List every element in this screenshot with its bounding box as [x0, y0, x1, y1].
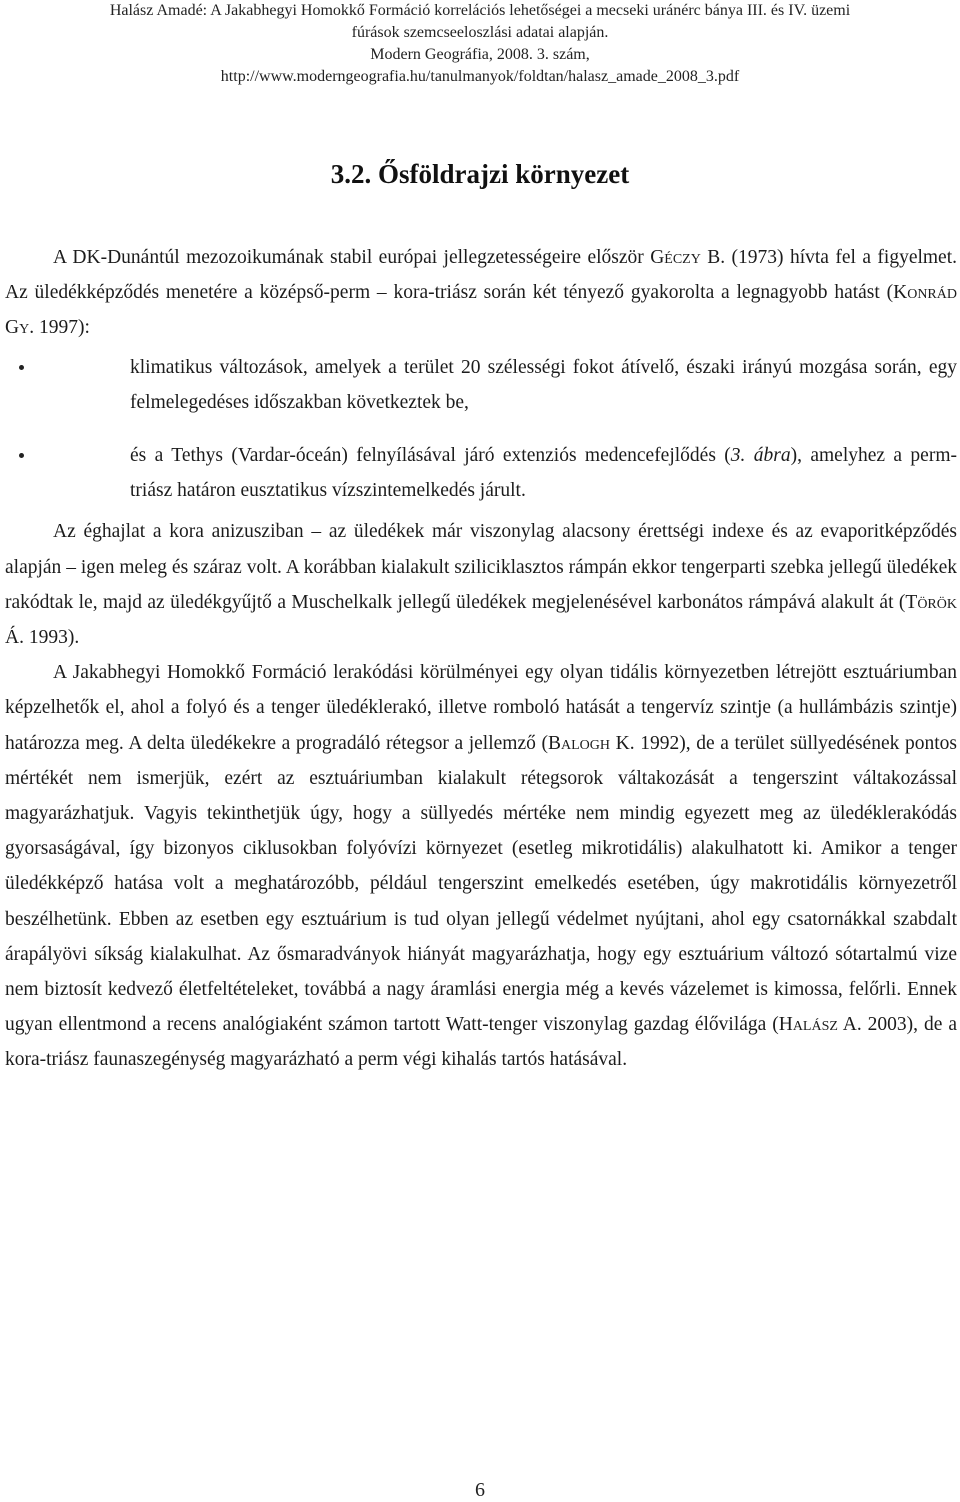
- paragraph-text: A Jakabhegyi Homokkő Formáció lerakódási körülményei egy olyan tidális környezetben létrejött esztuáriumban képzelhetők el, ahol a folyó és a tenger üledéklerakó, illetve romboló hatását a tengervíz szintje (a hullámbázis szintje) határozza meg. A delta üledékekre a progradáló rétegsor a jellemző (: [5, 662, 957, 754]
- header-line-journal: Modern Geográfia, 2008. 3. szám,: [370, 46, 590, 63]
- paragraph-text: 1992), de a terület süllyedésének pontos mértékét nem ismerjük, ezért az esztuáriumban kialakult rétegsorok váltakozását a tengerszint váltakozással magyarázhatjuk. Vagyis tekinthetjük úgy, hogy a süllyedés mértéke nem mindig egyezett meg az üledéklerakódás gyorsaságával, így bizonyos ciklusokban folyóvízi környezet (esetleg mikrotidális) alakulhatott ki. Amikor a tenger üledékképző hatása volt a meghatározóbb, például tengerszint emelkedés esetében, úgy makrotidális környezetről beszélhetünk. Ebben az esetben egy esztuárium is tud olyan jellegű védelmet nyújtani, ahol egy csatornákkal szabdalt árapályövi síkság kialakulhat. Az ősmaradványok hiányát magyarázhatja, hogy egy esztuárium változó sótartalmú vize nem biztosít kedvező életfeltételeket, továbbá a nagy áramlási energia még a kevés vázelemet is kimossa, felőrli. Ennek ugyan ellentmond a recens analógiaként számon tartott Watt-tenger viszonylag gazdag élővilága (: [5, 732, 957, 1036]
- factor-list: [5, 350, 957, 509]
- header-line-title: Halász Amadé: A Jakabhegyi Homokkő Formáció korrelációs lehetőségei a mecseki uránérc bánya III. és IV. üzemi: [109, 2, 851, 19]
- page-number: 6: [475, 1479, 485, 1501]
- author-citation: Török Á.: [5, 591, 957, 649]
- author-citation: Konrád Gy.: [5, 282, 957, 339]
- climate-paragraph: [5, 514, 957, 655]
- intro-text-3: 1997):: [34, 317, 90, 339]
- section-title: 3.2. Ősföldrajzi környezet: [330, 159, 630, 189]
- author-citation: Géczy: [650, 247, 701, 268]
- page-header: [0, 0, 960, 88]
- author-citation: Balogh K.: [548, 732, 635, 754]
- intro-text-1: A DK-Dunántúl mezozoikumának stabil európai jellegzetességeire először: [53, 247, 651, 268]
- body-text: [5, 240, 957, 1078]
- bullet-icon: [19, 453, 24, 458]
- intro-text-2: B. (1973) hívta fel a figyelmet. Az üledékképződés menetére a középső-perm – kora-triász során két tényező gyakorolta a legnagyobb hatást (: [5, 247, 958, 304]
- header-line-subtitle: fúrások szemcseeloszlási adatai alapján.: [351, 24, 609, 41]
- intro-paragraph: [5, 240, 957, 346]
- formation-paragraph: [5, 655, 957, 1077]
- figure-reference: 3. ábra: [730, 445, 791, 467]
- paragraph-text: 1993).: [23, 627, 80, 649]
- list-item-text: ), amelyhez a perm-triász határon eusztatikus vízszintemelkedés járult.: [130, 445, 957, 502]
- author-citation: Halász A.: [778, 1014, 862, 1036]
- paragraph-text: Az éghajlat a kora anizusziban – az üledékek már viszonylag alacsony érettségi indexe és az evaporitképződés alapján – igen meleg és száraz volt. A korábban kialakult sziliciklasztos rámpán ekkor tengerparti szebka jellegű üledékek rakódtak le, majd az üledékgyűjtő a Muschelkalk jellegű üledékek megjelenésével karbonátos rámpává alakult át (: [5, 521, 957, 613]
- list-item-text: klimatikus változások, amelyek a terület 20 szélességi fokot átívelő, északi irányú mozgása során, egy felmelegedéses időszakban következtek be,: [130, 356, 957, 413]
- bullet-icon: [19, 365, 24, 370]
- list-item: [5, 350, 957, 420]
- header-line-url: http://www.moderngeografia.hu/tanulmanyok/foldtan/halasz_amade_2008_3.pdf: [220, 68, 740, 85]
- list-item: [5, 438, 957, 508]
- list-item-text: és a Tethys (Vardar-óceán) felnyílásával járó extenziós medencefejlődés (: [130, 445, 731, 467]
- paragraph-text: 2003), de a kora-triász faunaszegénység magyarázható a perm végi kihalás tartós hatásával.: [5, 1014, 957, 1071]
